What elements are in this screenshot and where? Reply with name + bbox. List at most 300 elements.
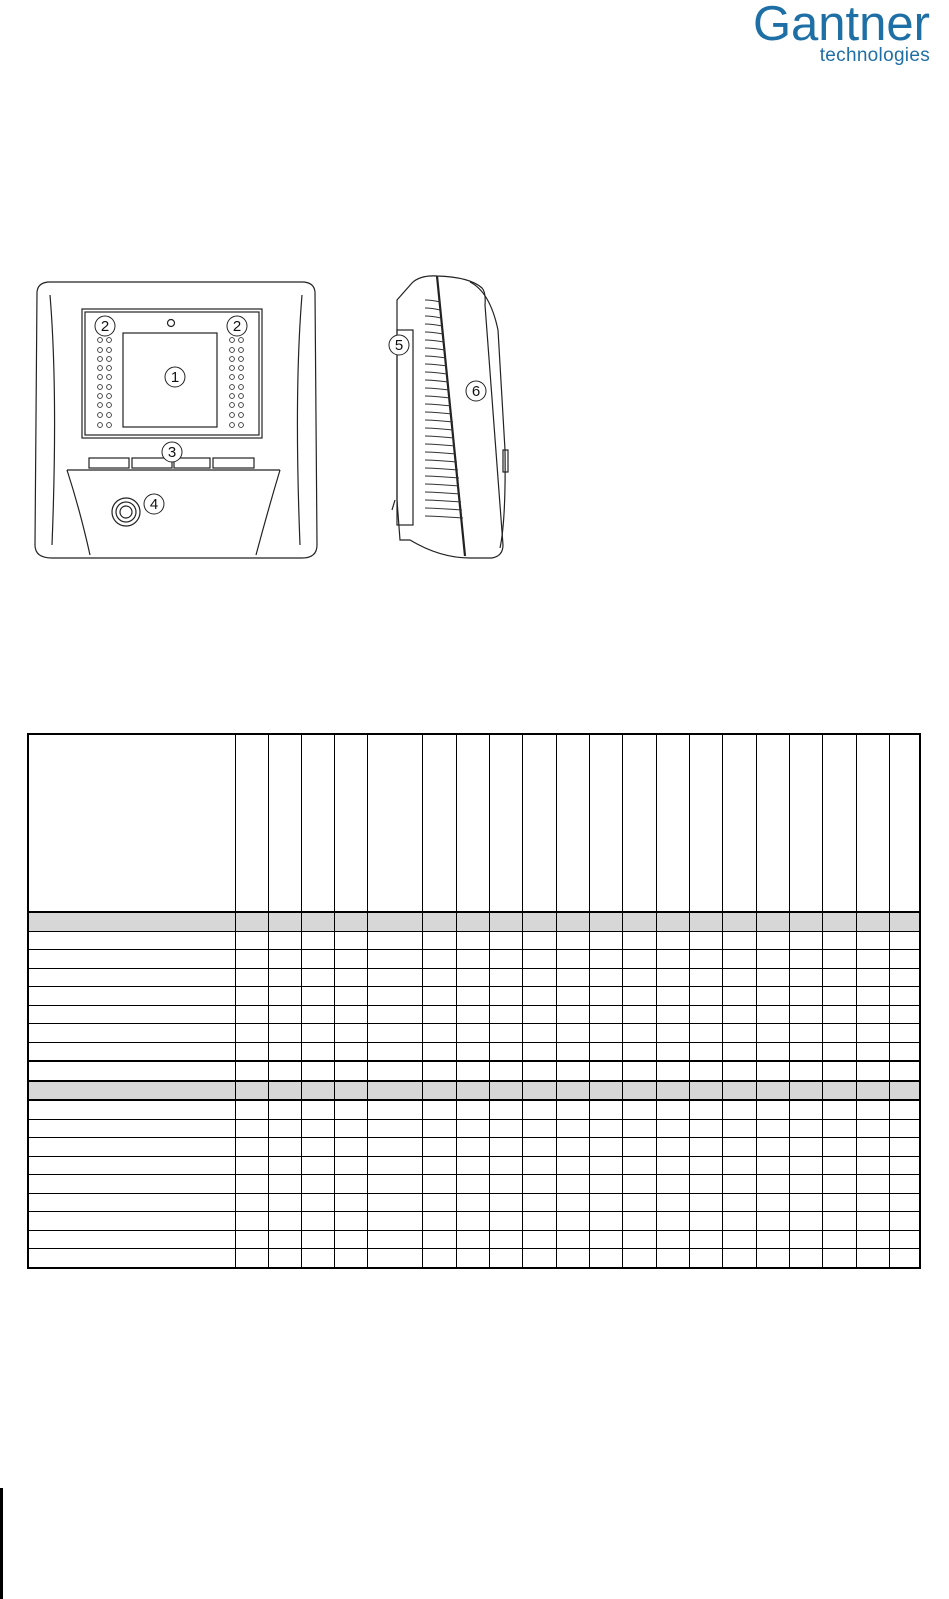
table-cell [456,987,489,1006]
table-cell [301,1042,334,1061]
table-cell [422,968,456,987]
table-cell [334,1061,367,1081]
table-cell [556,1081,589,1101]
table-cell [789,1100,822,1119]
table-header-row [28,734,920,912]
table-cell [367,931,422,950]
device-illustration [0,0,949,600]
table-cell [489,1230,522,1249]
table-cell [422,1042,456,1061]
table-cell [268,1061,301,1081]
table-cell [656,1081,689,1101]
table-cell [589,950,622,969]
table-cell [822,1138,856,1157]
table-cell [789,1042,822,1061]
table-cell [589,912,622,931]
table-cell [301,1061,334,1081]
table-cell [367,1249,422,1268]
table-cell [589,1119,622,1138]
table-cell [522,912,556,931]
front-housing [35,282,317,558]
table-cell [689,1119,722,1138]
table-cell [756,1230,789,1249]
table-row [28,1193,920,1212]
table-cell [789,1119,822,1138]
table-cell [722,1081,756,1101]
table-cell [367,968,422,987]
table-cell [656,912,689,931]
table-cell [656,1119,689,1138]
table-cell [268,1193,301,1212]
table-cell [235,1119,268,1138]
table-cell [822,912,856,931]
table-cell [689,950,722,969]
table-cell [689,1005,722,1024]
table-cell [456,912,489,931]
table-cell [856,1081,889,1101]
table-cell [756,1081,789,1101]
table-cell [789,987,822,1006]
table-row [28,1230,920,1249]
table-cell [722,1175,756,1194]
table-cell [456,1005,489,1024]
table-cell [689,1138,722,1157]
table-cell [268,1175,301,1194]
table-cell [822,1175,856,1194]
table-cell [889,1024,920,1043]
table-cell [367,1042,422,1061]
table-header-cell [301,734,334,912]
label-6: 6 [471,383,481,400]
table-cell [268,912,301,931]
table-cell [656,1042,689,1061]
table-cell [589,968,622,987]
table-cell [589,1024,622,1043]
table-cell [522,1081,556,1101]
table-cell [456,1081,489,1101]
table-cell [822,1193,856,1212]
table-cell [756,950,789,969]
table-header-cell [422,734,456,912]
table-cell [889,987,920,1006]
table-cell [856,1193,889,1212]
table-cell [889,1005,920,1024]
table-cell [856,931,889,950]
table-cell [301,1175,334,1194]
table-cell [334,1005,367,1024]
table-cell [489,987,522,1006]
table-cell [522,950,556,969]
table-cell [367,1193,422,1212]
table-cell [556,931,589,950]
table-header-cell [367,734,422,912]
table-cell [656,1156,689,1175]
table-cell [689,1081,722,1101]
table-cell [622,931,656,950]
table-cell [522,1138,556,1157]
table-cell [301,950,334,969]
table-cell [422,1249,456,1268]
table-cell [489,1119,522,1138]
table-cell [235,1005,268,1024]
table-cell [789,1081,822,1101]
table-cell [689,1100,722,1119]
table-cell [589,1230,622,1249]
table-cell [422,1005,456,1024]
table-cell [456,1100,489,1119]
table-cell [422,1138,456,1157]
table-cell [28,1100,235,1119]
table-row [28,987,920,1006]
table-cell [334,912,367,931]
table-cell [235,1061,268,1081]
table-cell [856,1175,889,1194]
table-cell [656,987,689,1006]
table-cell [889,1100,920,1119]
table-cell [756,1138,789,1157]
table-cell [556,1212,589,1231]
table-row [28,1156,920,1175]
table-cell [622,1138,656,1157]
table-cell [334,1024,367,1043]
table-cell [622,1061,656,1081]
table-cell [301,968,334,987]
table-cell [28,950,235,969]
table-header-cell [489,734,522,912]
table-header-cell [334,734,367,912]
table-cell [367,1138,422,1157]
table-cell [334,1175,367,1194]
led-dots-right [230,338,244,428]
table-cell [889,912,920,931]
table-cell [235,1156,268,1175]
table-row [28,1061,920,1081]
label-3: 3 [167,444,177,461]
led-dots-left [98,338,112,428]
table-cell [589,1061,622,1081]
table-cell [522,1061,556,1081]
table-cell [722,1230,756,1249]
table-cell [556,1138,589,1157]
table-cell [689,1024,722,1043]
table-cell [889,931,920,950]
table-cell [889,1061,920,1081]
table-cell [789,912,822,931]
table-cell [301,1119,334,1138]
table-cell [556,1061,589,1081]
table-cell [456,968,489,987]
table-cell [489,1061,522,1081]
table-cell [756,1175,789,1194]
table-cell [856,1230,889,1249]
table-cell [856,912,889,931]
table-cell [656,1138,689,1157]
table-cell [622,1100,656,1119]
table-cell [789,1005,822,1024]
table-cell [456,1138,489,1157]
table-cell [456,1119,489,1138]
table-cell [622,968,656,987]
table-header-cell [889,734,920,912]
table-cell [301,1138,334,1157]
table-cell [334,987,367,1006]
table-row [28,931,920,950]
table-cell [722,1156,756,1175]
table-cell [456,1249,489,1268]
table-cell [822,1005,856,1024]
table-cell [722,1042,756,1061]
table-cell [722,1138,756,1157]
table-cell [689,1212,722,1231]
table-cell [301,1193,334,1212]
table-cell [456,1230,489,1249]
table-cell [334,931,367,950]
table-cell [268,987,301,1006]
table-cell [456,1024,489,1043]
table-cell [756,1193,789,1212]
table-cell [756,1061,789,1081]
table-cell [522,1212,556,1231]
table-cell [422,950,456,969]
table-cell [28,1156,235,1175]
table-cell [856,950,889,969]
table-cell [756,912,789,931]
table-cell [889,1230,920,1249]
table-cell [622,1042,656,1061]
table-cell [722,931,756,950]
table-cell [656,1005,689,1024]
table-cell [456,1212,489,1231]
table-cell [268,1119,301,1138]
table-cell [367,1175,422,1194]
table-row [28,1100,920,1119]
table-cell [889,1212,920,1231]
table-cell [334,1193,367,1212]
table-cell [789,1193,822,1212]
table-cell [556,1024,589,1043]
table-cell [367,912,422,931]
table-cell [656,1230,689,1249]
table-cell [789,968,822,987]
table-cell [856,1100,889,1119]
table-cell [235,1230,268,1249]
table-header-cell [656,734,689,912]
table-cell [756,1156,789,1175]
table-cell [522,987,556,1006]
table-cell [722,950,756,969]
table-section-row [28,912,920,931]
table-cell [856,1249,889,1268]
table-cell [622,1175,656,1194]
table-cell [235,950,268,969]
table-cell [522,1100,556,1119]
table-cell [789,1061,822,1081]
table-cell [756,1005,789,1024]
table-cell [334,1156,367,1175]
table-section-row [28,1081,920,1101]
table-cell [822,1061,856,1081]
table-cell [301,1230,334,1249]
table-cell [656,1061,689,1081]
table-cell [589,931,622,950]
table-row [28,1042,920,1061]
table-cell [522,1193,556,1212]
table-cell [268,1156,301,1175]
table-cell [622,1024,656,1043]
table-cell [367,1081,422,1101]
table-cell [235,1249,268,1268]
table-cell [856,1212,889,1231]
side-view [392,276,508,558]
table-cell [422,1193,456,1212]
table-cell [28,931,235,950]
table-cell [589,1212,622,1231]
table-cell [722,968,756,987]
table-cell [522,1156,556,1175]
table-cell [656,1024,689,1043]
table-cell [28,1081,235,1101]
table-cell [722,1024,756,1043]
table-cell [28,1193,235,1212]
table-cell [756,1100,789,1119]
table-cell [789,1212,822,1231]
table-cell [301,1081,334,1101]
table-cell [456,950,489,969]
table-header-cell [822,734,856,912]
table-cell [367,1156,422,1175]
table-cell [235,1138,268,1157]
table-cell [367,1119,422,1138]
table-cell [235,1024,268,1043]
table-cell [789,1138,822,1157]
table-header-cell [789,734,822,912]
table-cell [756,1212,789,1231]
table-cell [556,1100,589,1119]
table-cell [689,1230,722,1249]
table-cell [622,1249,656,1268]
table-cell [422,1081,456,1101]
table-cell [268,1249,301,1268]
table-cell [889,1081,920,1101]
table-header-cell [268,734,301,912]
table-cell [28,1175,235,1194]
table-cell [367,987,422,1006]
table-cell [756,968,789,987]
table-cell [556,1249,589,1268]
table-cell [28,1042,235,1061]
table-cell [489,1212,522,1231]
table-cell [301,1156,334,1175]
table-cell [28,968,235,987]
table-row [28,1249,920,1268]
table-cell [822,1230,856,1249]
table-cell [268,950,301,969]
table-cell [722,912,756,931]
table-cell [489,1024,522,1043]
table-cell [822,1249,856,1268]
table-header-cell [589,734,622,912]
table-cell [334,1119,367,1138]
table-cell [656,1100,689,1119]
table-header-cell [522,734,556,912]
table-cell [789,1175,822,1194]
table-cell [367,950,422,969]
table-cell [235,1042,268,1061]
table-cell [367,1100,422,1119]
table-cell [889,1156,920,1175]
table-cell [789,931,822,950]
table-cell [456,1061,489,1081]
table-cell [622,1156,656,1175]
label-2-right: 2 [232,318,242,335]
table-cell [589,1138,622,1157]
table-cell [556,1175,589,1194]
table-cell [334,1081,367,1101]
table-cell [28,1061,235,1081]
table-header-cell [556,734,589,912]
table-cell [622,950,656,969]
table-header-cell [722,734,756,912]
label-2-left: 2 [100,318,110,335]
table-cell [334,1230,367,1249]
table-row [28,1005,920,1024]
table-header-cell [28,734,235,912]
table-cell [689,912,722,931]
table-cell [489,1156,522,1175]
table-row [28,1024,920,1043]
label-1: 1 [170,369,180,386]
table-cell [301,931,334,950]
logo-subtitle: technologies [819,45,930,66]
table-cell [622,1230,656,1249]
table-cell [589,987,622,1006]
table-cell [522,1119,556,1138]
table-cell [656,1249,689,1268]
table-cell [622,1212,656,1231]
table-cell [856,1138,889,1157]
table-cell [522,931,556,950]
table-cell [489,1100,522,1119]
table-cell [268,1081,301,1101]
table-cell [556,1230,589,1249]
table-cell [489,931,522,950]
table-cell [722,1212,756,1231]
table-cell [656,1193,689,1212]
table-cell [456,1156,489,1175]
table-cell [789,1024,822,1043]
table-cell [656,931,689,950]
table-cell [689,1175,722,1194]
table-cell [556,1119,589,1138]
table-cell [589,1175,622,1194]
table-header-cell [456,734,489,912]
table-cell [722,1193,756,1212]
table-cell [334,1249,367,1268]
table-cell [522,1024,556,1043]
table-cell [489,968,522,987]
table-cell [268,1024,301,1043]
table-cell [856,1005,889,1024]
table-cell [422,1175,456,1194]
table-row [28,950,920,969]
table-cell [756,1119,789,1138]
table-cell [822,987,856,1006]
table-cell [822,1100,856,1119]
table-cell [822,1156,856,1175]
table-cell [268,1005,301,1024]
table-cell [367,1024,422,1043]
table-cell [756,987,789,1006]
